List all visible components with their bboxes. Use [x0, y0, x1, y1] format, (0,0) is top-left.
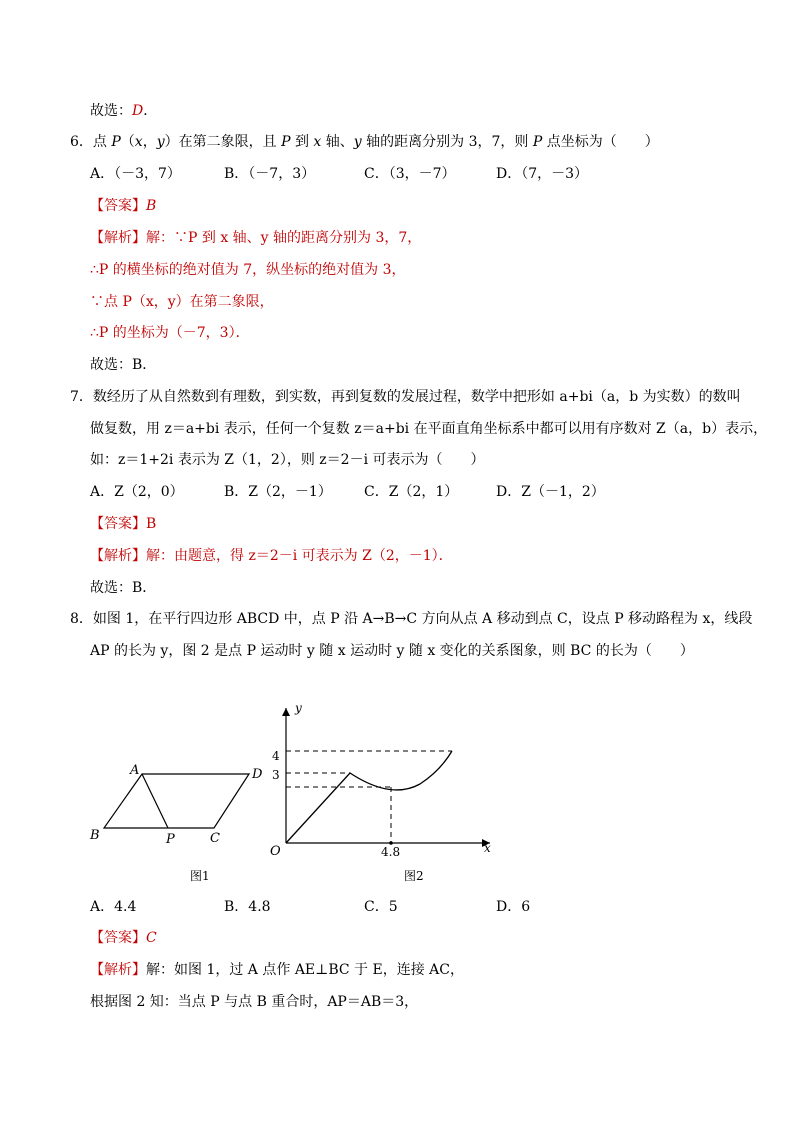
tick-label-48: 4.8	[381, 845, 401, 859]
q7-stem-3: 如：z＝1+2i 表示为 Z（1，2），则 z＝2－i 可表示为（ ）	[90, 452, 485, 468]
figure-1-caption: 图1	[190, 869, 210, 883]
q6-analysis-4: ∴P 的坐标为（－7，3）．	[90, 325, 250, 341]
q7-analysis: 【解析】解：由题意，得 z＝2－i 可表示为 Z（2，－1）．	[90, 548, 453, 564]
q7-option-b: B．Z（2，－1）	[224, 484, 332, 500]
q6-answer: 【答案】B	[90, 198, 157, 214]
axis-label-y: y	[295, 701, 302, 715]
q7-option-a: A．Z（2，0）	[90, 484, 184, 500]
y-axis-arrow	[282, 708, 290, 716]
q8-option-c: C．5	[364, 899, 398, 915]
q8-stem-1: 8．如图 1，在平行四边形 ABCD 中，点 P 沿 A→B→C 方向从点 A 移动到点 C，设点 P 移动路程为 x，线段	[70, 611, 753, 627]
parallelogram-abcd	[104, 774, 249, 828]
q6-analysis-3: ∵点 P（x，y）在第二象限，	[90, 294, 274, 310]
q6-choose: 故选：B．	[90, 357, 157, 373]
q7-option-c: C．Z（2，1）	[364, 484, 459, 500]
axis-label-x: x	[484, 841, 491, 855]
q8-analysis-2: 根据图 2 知：当点 P 与点 B 重合时，AP＝AB＝3，	[90, 994, 419, 1010]
prev-answer: D	[132, 103, 144, 119]
q8-option-d: D．6	[496, 899, 531, 915]
q7-answer: 【答案】B	[90, 516, 157, 532]
q7-choose: 故选：B．	[90, 580, 157, 596]
figure-1-parallelogram	[104, 774, 249, 828]
q8-answer: 【答案】C	[90, 930, 157, 946]
label-p: P	[166, 832, 175, 847]
q8-analysis-1: 【解析】解：如图 1，过 A 点作 AE⊥BC 于 E，连接 AC，	[90, 962, 464, 978]
q8-stem-2: AP 的长为 y，图 2 是点 P 运动时 y 随 x 运动时 y 随 x 变化的关系图象，则 BC 的长为（ ）	[90, 643, 694, 659]
origin-label: O	[270, 844, 281, 859]
prev-choose: 故选：D．	[90, 103, 158, 119]
graph-curve	[286, 751, 452, 843]
segment-ap	[142, 774, 168, 828]
label-d: D	[252, 767, 263, 782]
label-c: C	[210, 831, 220, 846]
q7-stem-1: 7．数经历了从自然数到有理数，到实数，再到复数的发展过程，数学中把形如 a+bi（a，b 为实数）的数叫	[70, 389, 741, 405]
label-a: A	[130, 763, 140, 778]
q6-stem: 6．点 P（x，y）在第二象限，且 P 到 x 轴、y 轴的距离分别为 3，7，则 P 点坐标为（ ）	[70, 134, 659, 150]
q6-analysis-2: ∴P 的横坐标的绝对值为 7，纵坐标的绝对值为 3，	[90, 262, 406, 278]
figure-2-caption: 图2	[404, 869, 424, 883]
q7-stem-2: 做复数，用 z＝a+bi 表示，任何一个复数 z＝a+bi 在平面直角坐标系中都可以用有序数对 Z（a，b）表示，	[90, 421, 768, 437]
figure-2-graph	[282, 708, 490, 847]
q6-option-a: A．（－3，7）	[90, 166, 181, 182]
tick-label-4: 4	[272, 749, 280, 763]
label-b: B	[90, 828, 100, 843]
q6-option-b: B．（－7，3）	[224, 166, 316, 182]
q6-analysis-1: 【解析】解：∵P 到 x 轴、y 轴的距离分别为 3，7，	[90, 230, 422, 246]
q8-option-b: B．4.8	[224, 899, 271, 915]
q6-option-c: C．（3，－7）	[364, 166, 456, 182]
q8-option-a: A．4.4	[90, 899, 137, 915]
q7-option-d: D．Z（－1，2）	[496, 484, 605, 500]
tick-label-3: 3	[272, 768, 280, 782]
q6-option-d: D．（7，－3）	[496, 166, 589, 182]
